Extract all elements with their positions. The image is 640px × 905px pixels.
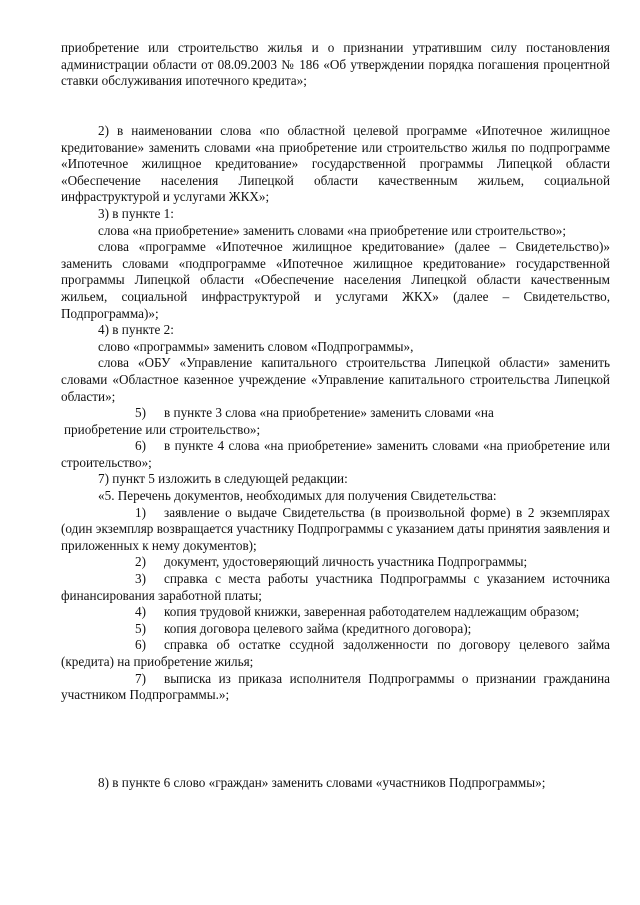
doc-item-1	[61, 505, 610, 555]
doc-item-4	[61, 604, 610, 621]
doc-item-5	[61, 621, 610, 638]
item-number: 2)	[135, 554, 146, 570]
item-text: выписка из приказа исполнителя Подпрограммы о признании гражданина участником Подпрограммы.»;	[61, 670, 610, 703]
item-text: справка с места работы участника Подпрограммы с указанием источника финансирования заработной платы;	[61, 571, 610, 603]
paragraph-item-4a: слово «программы» заменить словом «Подпрограммы»,	[98, 338, 414, 354]
paragraph-item-5	[61, 405, 610, 422]
paragraph-item-4: 4) в пункте 2:	[98, 322, 174, 338]
document-body	[61, 40, 610, 90]
final-block	[61, 775, 610, 792]
paragraph-item-3: 3) в пункте 1:	[98, 205, 174, 221]
paragraph-item-7: 7) пункт 5 изложить в следующей редакции:	[98, 471, 348, 487]
item-number: 1)	[135, 504, 146, 520]
amendments-block	[61, 123, 610, 704]
doc-item-2	[61, 554, 610, 571]
paragraph-item-7-heading: «5. Перечень документов, необходимых для получения Свидетельства:	[98, 488, 497, 504]
item-number: 6)	[135, 438, 146, 454]
doc-item-3	[61, 571, 610, 604]
paragraph-item-3b: слова «программе «Ипотечное жилищное кредитование» (далее – Свидетельство)» заменить словами «подпрограмме «Ипотечное жилищное кредитование» государственной программы Липецкой области «Обеспечение населения Липецкой области качественным жильем, социальной инфраструктурой и услугами ЖКХ» (далее – Свидетельство, Подпрограмма)»;	[61, 239, 610, 321]
item-number: 3)	[135, 571, 146, 587]
paragraph-item-5-cont: приобретение или строительство»;	[64, 421, 261, 437]
item-number: 5)	[135, 620, 146, 636]
item-text: заявление о выдаче Свидетельства (в произвольной форме) в 2 экземплярах (один экземпляр возвращается участнику Подпрограммы с указанием даты принятия заявления и приложенных к нему документов);	[61, 504, 610, 553]
item-text: справка об остатке ссудной задолженности по договору целевого займа (кредита) на приобретение жилья;	[61, 637, 610, 669]
paragraph-item-3a: слова «на приобретение» заменить словами «на приобретение или строительство»;	[98, 222, 567, 238]
paragraph-item-2: 2) в наименовании слова «по областной целевой программе «Ипотечное жилищное кредитование» заменить словами «на приобретение или строительство жилья по подпрограмме «Ипотечное жилищное кредитование» государственной программы Липецкой области «Обеспечение населения Липецкой области качественным жильем, социальной инфраструктурой и услугами ЖКХ»;	[61, 123, 610, 205]
doc-item-7	[61, 671, 610, 704]
item-number: 6)	[135, 637, 146, 653]
item-text: документ, удостоверяющий личность участника Подпрограммы;	[164, 554, 528, 570]
item-number: 5)	[135, 405, 146, 421]
doc-item-6	[61, 637, 610, 670]
item-number: 4)	[135, 604, 146, 620]
item-text: в пункте 4 слова «на приобретение» заменить словами «на приобретение или строительство»;	[61, 438, 610, 470]
paragraph-intro: приобретение или строительство жилья и о признании утратившим силу постановления администрации области от 08.09.2003 № 186 «Об утверждении порядка погашения процентной ставки обслуживания ипотечного кредита»;	[61, 40, 610, 89]
item-number: 7)	[135, 670, 146, 686]
paragraph-item-4b: слова «ОБУ «Управление капитального строительства Липецкой области» заменить словами «Областное казенное учреждение «Управление капитального строительства Липецкой области»;	[61, 355, 610, 404]
paragraph-item-8: 8) в пункте 6 слово «граждан» заменить словами «участников Подпрограммы»;	[98, 775, 546, 790]
item-text: в пункте 3 слова «на приобретение» заменить словами «на	[164, 405, 494, 421]
paragraph-item-6	[61, 438, 610, 471]
item-text: копия трудовой книжки, заверенная работодателем надлежащим образом;	[164, 604, 580, 620]
item-text: копия договора целевого займа (кредитного договора);	[164, 620, 472, 636]
